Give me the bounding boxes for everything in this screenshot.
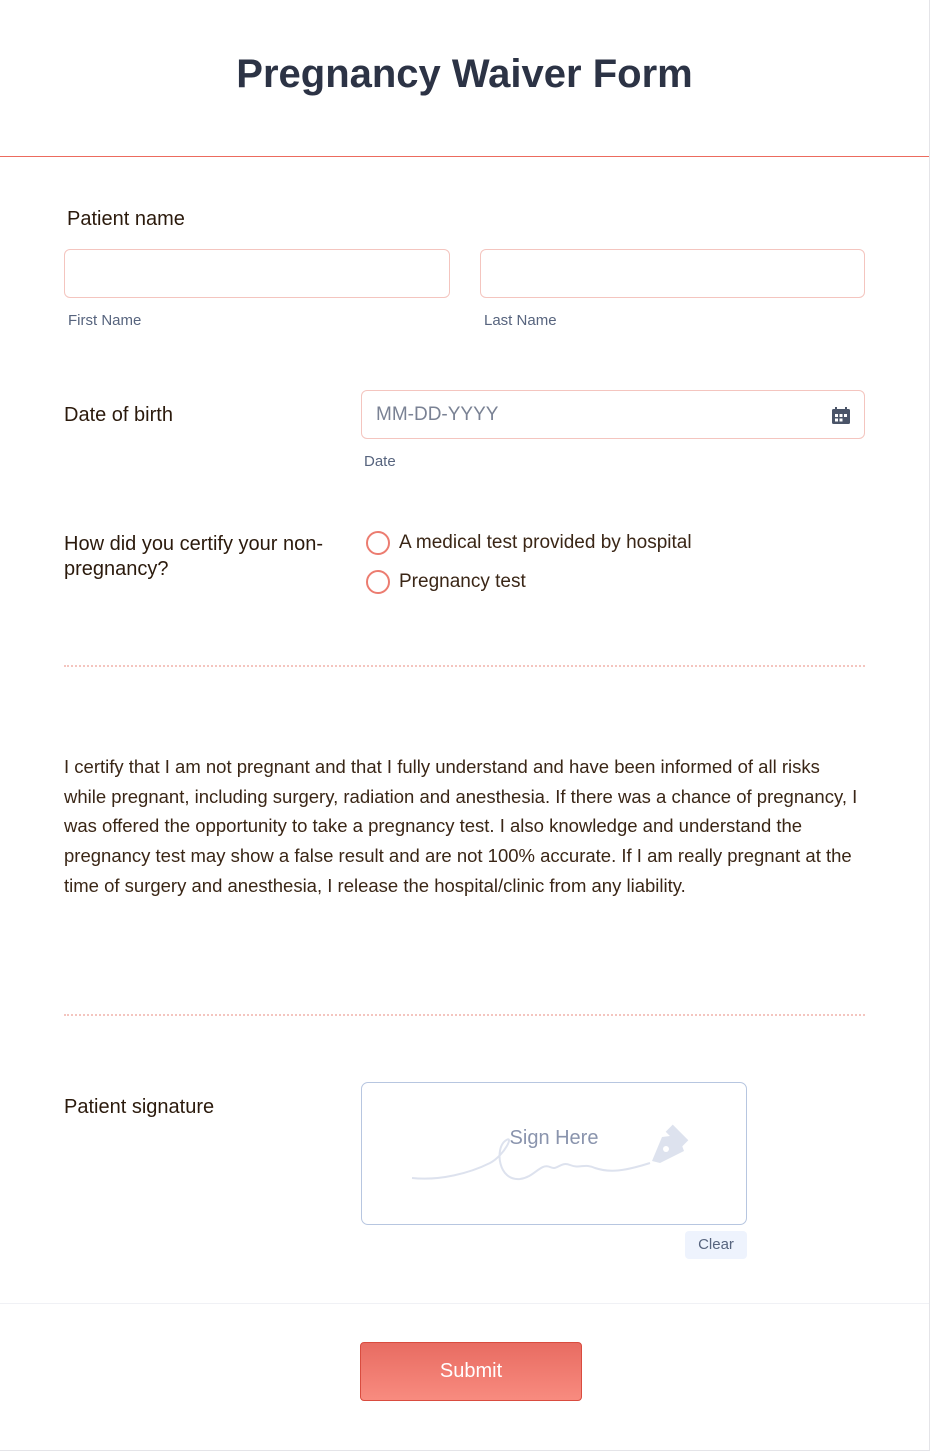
patient-name-label: Patient name xyxy=(67,208,185,230)
divider xyxy=(64,1014,865,1016)
radio-label: Pregnancy test xyxy=(399,571,526,592)
radio-label: A medical test provided by hospital xyxy=(399,532,692,553)
last-name-sublabel: Last Name xyxy=(484,312,557,329)
signature-label: Patient signature xyxy=(64,1096,215,1118)
radio-circle[interactable] xyxy=(366,570,390,594)
form-header xyxy=(0,0,929,157)
form-footer xyxy=(0,1303,929,1304)
first-name-sublabel: First Name xyxy=(68,312,142,329)
waiver-statement: I certify that I am not pregnant and that I fully understand and have been informed of all risks while pregnant, including surgery, radiation and anesthesia. If there was a chance of pregnancy, I was offered the opportunity to take a pregnancy test. I also knowledge and understand the pregnancy test may show a false result and are not 100% accurate. If I am really pregnant at the time of surgery and anesthesia, I release the hospital/clinic from any liability. xyxy=(64,756,858,896)
dob-placeholder: MM-DD-YYYY xyxy=(376,404,499,425)
signature-pad[interactable] xyxy=(361,1082,747,1225)
divider xyxy=(64,665,865,667)
dob-input[interactable] xyxy=(361,390,865,439)
dob-sublabel: Date xyxy=(364,453,396,470)
certify-label: How did you certify your non-pregnancy? xyxy=(64,533,324,580)
last-name-input[interactable] xyxy=(480,249,865,298)
radio-circle[interactable] xyxy=(366,531,390,555)
dob-label: Date of birth xyxy=(64,404,173,426)
sign-here-placeholder: Sign Here xyxy=(509,1127,599,1149)
signature-scribble-icon xyxy=(410,1123,700,1185)
radio-pregnancy-test[interactable] xyxy=(366,570,526,594)
page-title: Pregnancy Waiver Form xyxy=(236,52,693,96)
clear-signature-button[interactable]: Clear xyxy=(685,1231,747,1259)
first-name-input[interactable] xyxy=(64,249,450,298)
radio-medical-test[interactable] xyxy=(366,531,692,555)
submit-button[interactable]: Submit xyxy=(360,1342,582,1401)
calendar-icon[interactable] xyxy=(832,407,850,424)
